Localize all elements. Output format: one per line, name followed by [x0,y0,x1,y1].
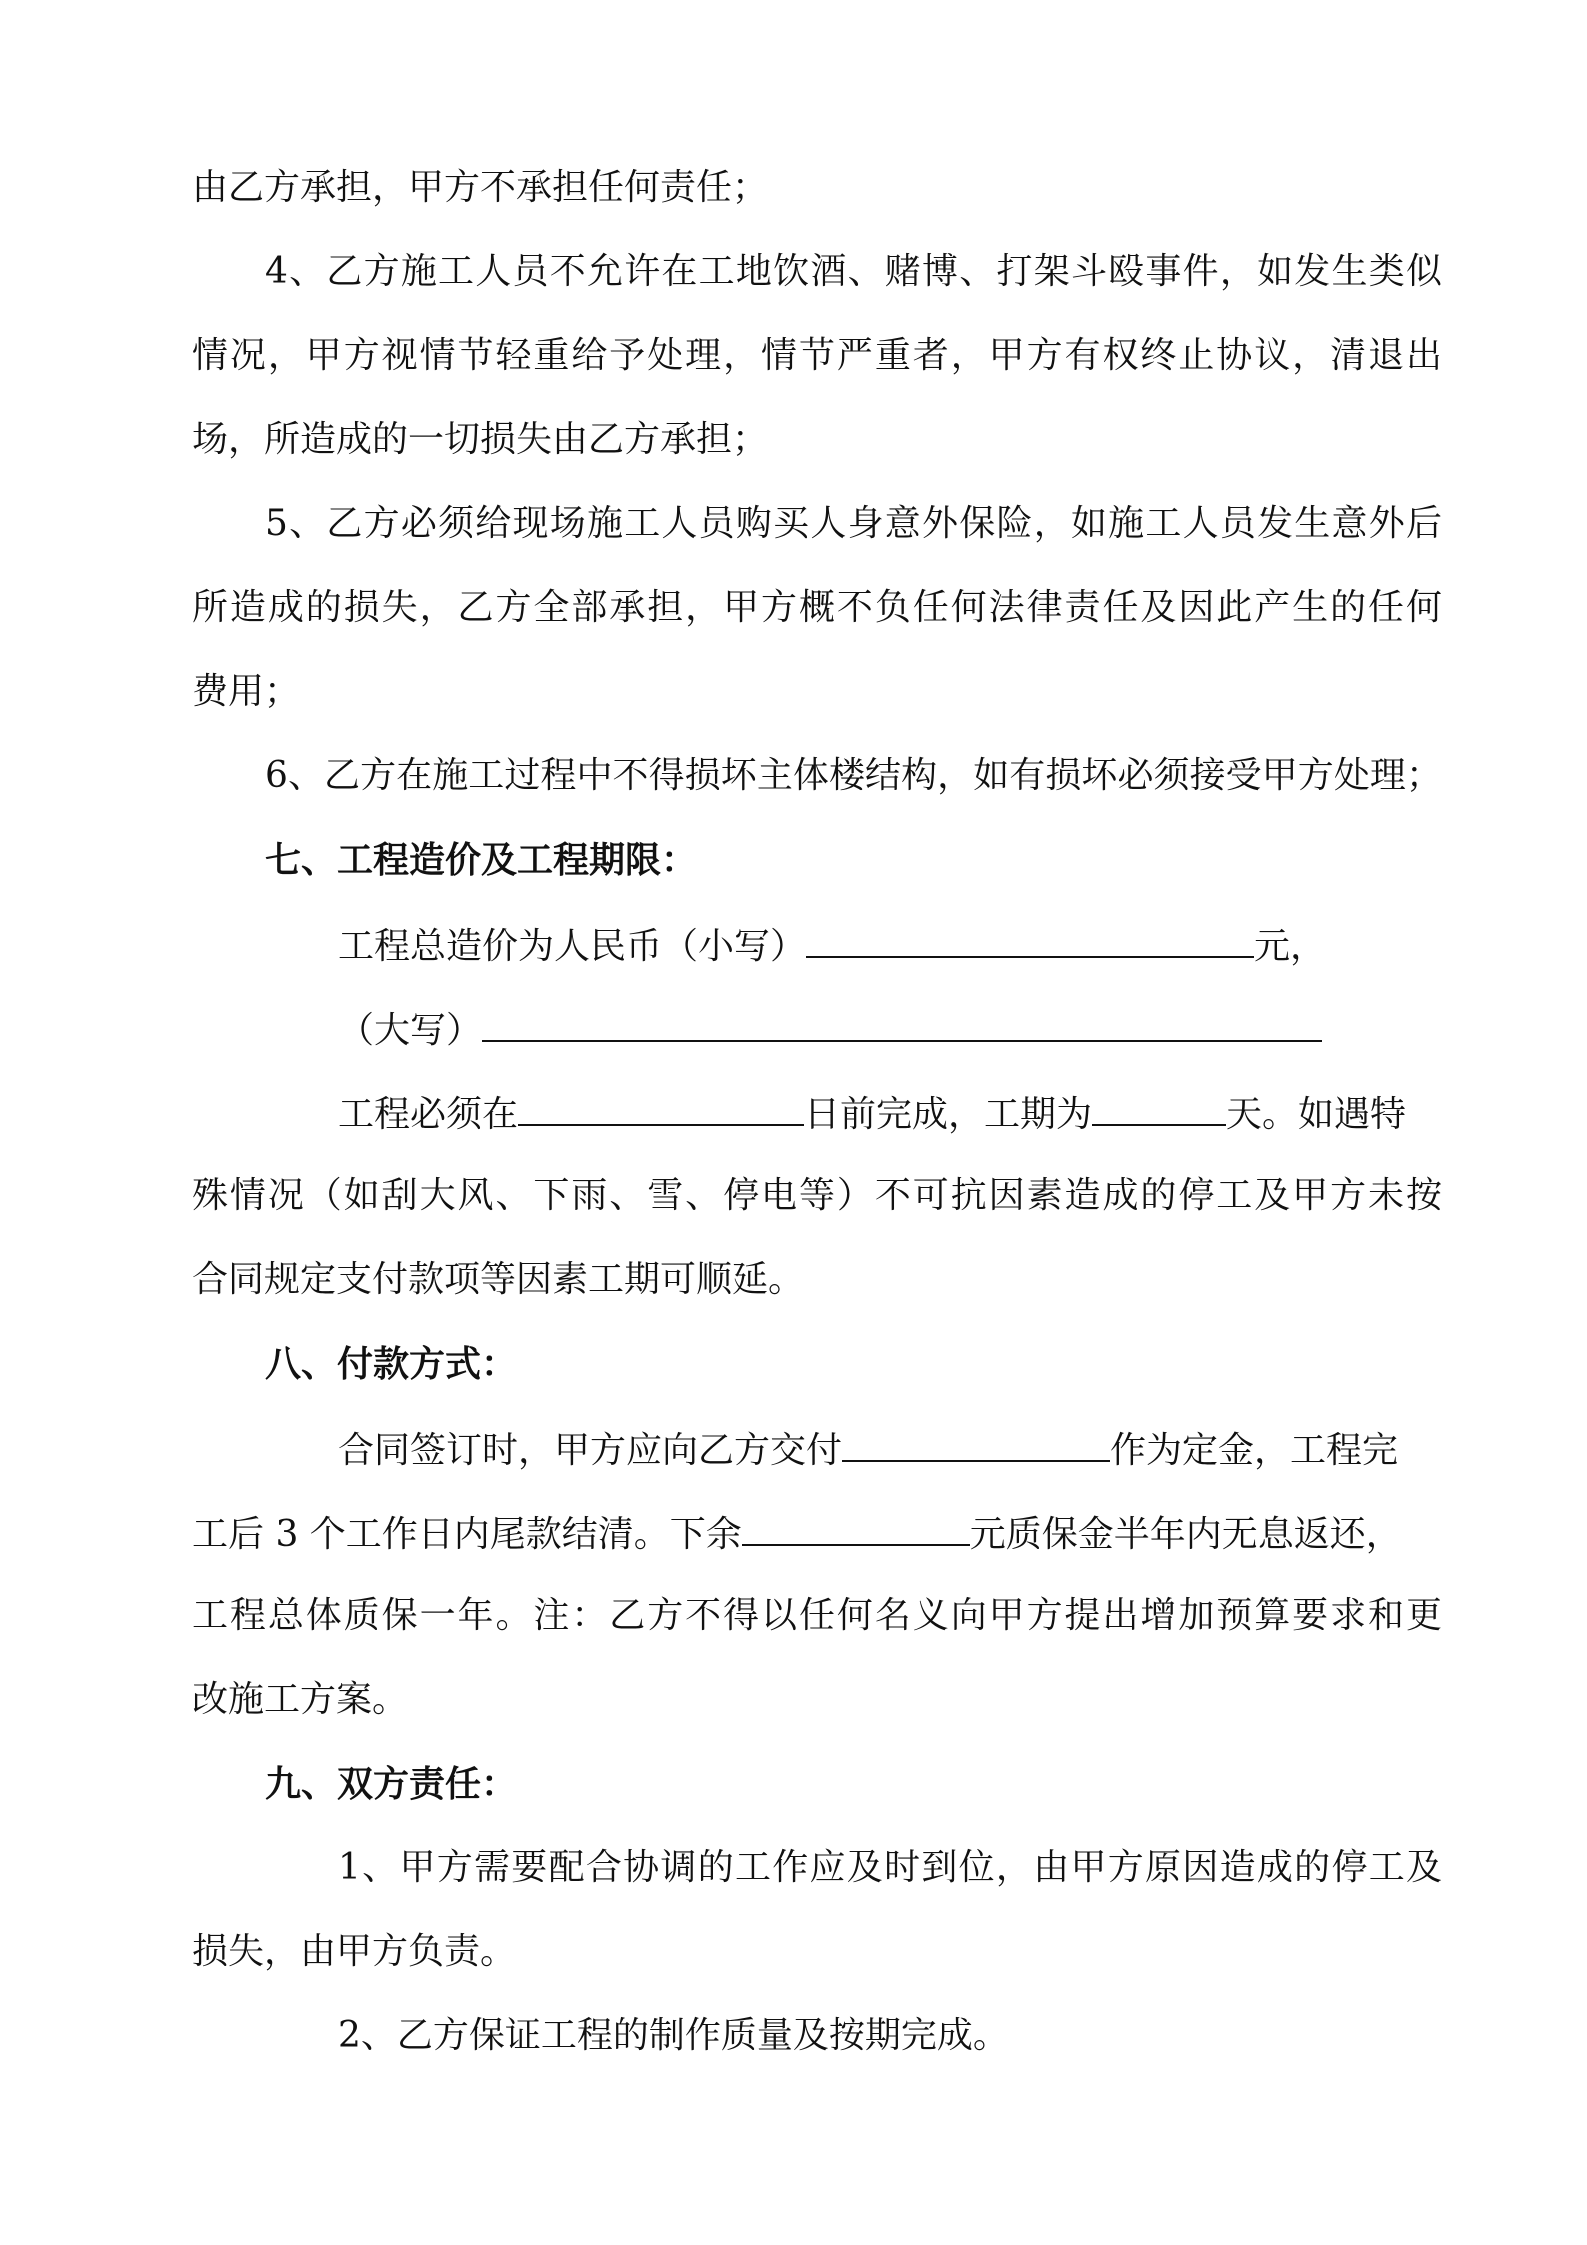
section-heading: 七、工程造价及工程期限： [265,839,698,881]
text-fragment: 合同签订时，甲方应向乙方交付 [338,1430,843,1471]
text-fragment: 工程必须在 [338,1094,519,1135]
text-fragment: 工后 3 个工作日内尾款结清。下余 [192,1514,742,1555]
text-line: 情况，甲方视情节轻重给予处理，情节严重者，甲方有权终止协议，清退出 [192,335,1442,376]
text-line: 费用； [192,671,301,712]
text-fragment: 作为定金，工程完 [1110,1430,1399,1471]
text-fragment: 元质保金半年内无息返还， [969,1514,1402,1555]
text-line: 1、甲方需要配合协调的工作应及时到位，由甲方原因造成的停工及 [338,1847,1442,1888]
price-lowercase-line [338,922,1326,969]
price-uppercase-line [338,1006,1322,1053]
text-fragment: （大写） [338,1010,483,1051]
text-line: 由乙方承担，甲方不承担任何责任； [192,167,769,208]
retention-line [192,1510,1402,1557]
text-fragment: 天。如遇特 [1226,1094,1407,1135]
fill-blank-deadline-date[interactable] [518,1090,804,1126]
text-line: 损失，由甲方负责。 [192,1931,517,1972]
deadline-line [338,1090,1406,1137]
fill-blank-retention[interactable] [742,1510,970,1546]
section-heading: 八、付款方式： [265,1343,518,1385]
deposit-line [338,1426,1398,1473]
fill-blank-deposit[interactable] [842,1426,1110,1462]
fill-blank-price-uppercase[interactable] [482,1006,1322,1042]
text-line: 改施工方案。 [192,1679,409,1720]
text-line: 4、乙方施工人员不允许在工地饮酒、赌博、打架斗殴事件，如发生类似 [265,251,1442,292]
text-fragment: 元， [1254,926,1327,967]
text-fragment: 工程总造价为人民币（小写） [338,926,807,967]
text-line: 6、乙方在施工过程中不得损坏主体楼结构，如有损坏必须接受甲方处理； [265,755,1442,796]
text-line: 合同规定支付款项等因素工期可顺延。 [192,1259,805,1300]
text-line: 殊情况（如刮大风、下雨、雪、停电等）不可抗因素造成的停工及甲方未按 [192,1175,1442,1216]
text-line: 工程总体质保一年。注：乙方不得以任何名义向甲方提出增加预算要求和更 [192,1595,1442,1636]
fill-blank-price-lowercase[interactable] [806,922,1254,958]
fill-blank-duration-days[interactable] [1092,1090,1226,1126]
text-line: 所造成的损失，乙方全部承担，甲方概不负任何法律责任及因此产生的任何 [192,587,1442,628]
section-heading: 九、双方责任： [265,1763,518,1805]
text-line: 场，所造成的一切损失由乙方承担； [192,419,769,460]
text-line: 2、乙方保证工程的制作质量及按期完成。 [338,2015,1009,2056]
text-line: 5、乙方必须给现场施工人员购买人身意外保险，如施工人员发生意外后 [265,503,1442,544]
text-fragment: 日前完成，工期为 [804,1094,1093,1135]
